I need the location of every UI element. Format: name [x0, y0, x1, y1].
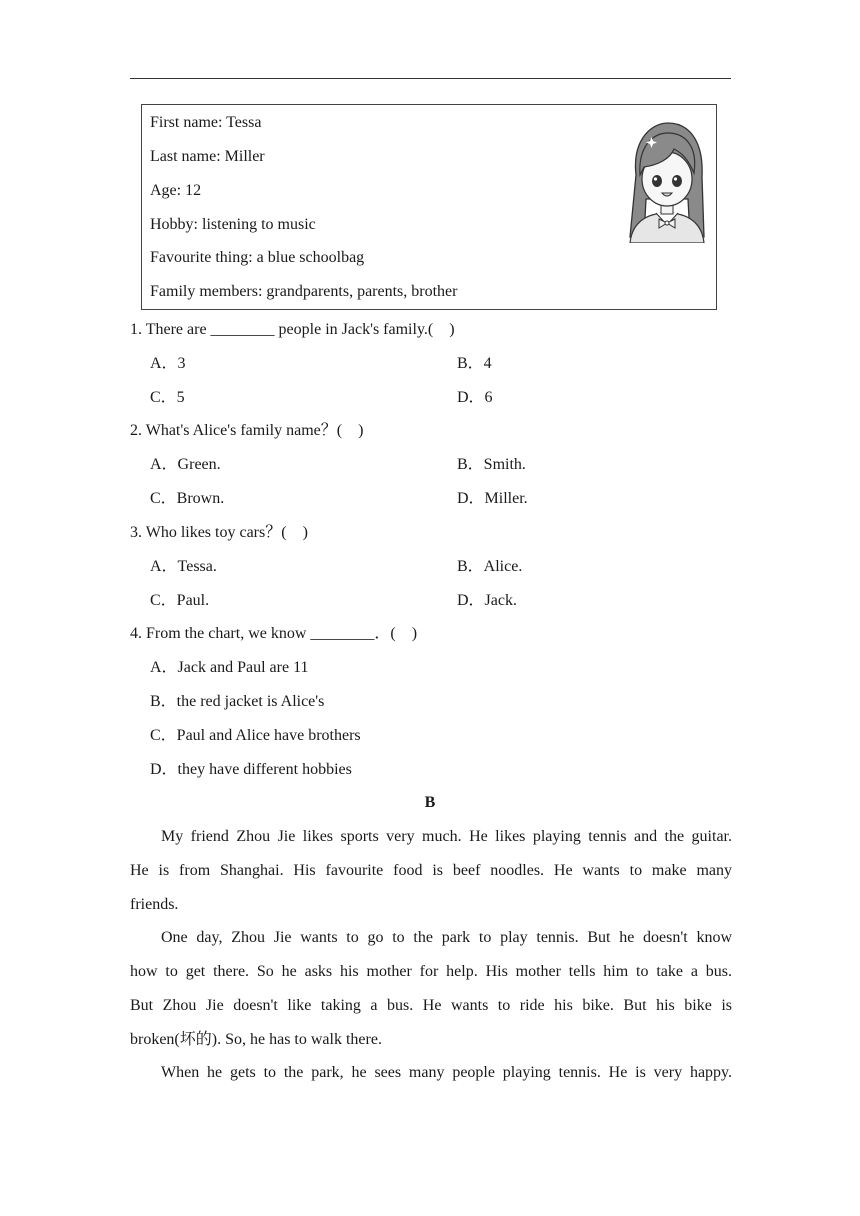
q1-option-d: D．6: [457, 389, 493, 406]
q3-option-d: D．Jack.: [457, 592, 517, 609]
q4-option-a: A．Jack and Paul are 11: [150, 659, 309, 676]
question-3: 3. Who likes toy cars？( ): [130, 524, 308, 541]
q2-option-b: B．Smith.: [457, 456, 526, 473]
header-rule: [130, 78, 731, 79]
section-b-heading: B: [424, 794, 436, 811]
family-members: Family members: grandparents, parents, brother: [150, 283, 458, 300]
q1-option-a: A．3: [150, 355, 186, 372]
last-name: Last name: Miller: [150, 148, 265, 165]
passage-paragraph-2: [130, 921, 732, 1057]
passage-line: He is from Shanghai. His favourite food is beef noodles. He wants to make many: [130, 862, 732, 879]
q4-option-d: D．they have different hobbies: [150, 761, 352, 778]
q4-option-b: B．the red jacket is Alice's: [150, 693, 325, 710]
q3-option-a: A．Tessa.: [150, 558, 217, 575]
q2-option-c: C．Brown.: [150, 490, 225, 507]
passage-paragraph-1: [130, 820, 732, 922]
passage-line: My friend Zhou Jie likes sports very much. He likes playing tennis and the guitar.: [161, 828, 732, 845]
q1-option-c: C．5: [150, 389, 185, 406]
first-name: First name: Tessa: [150, 114, 262, 131]
question-1: 1. There are ________ people in Jack's family.( ): [130, 321, 455, 338]
question-4: 4. From the chart, we know ________．( ): [130, 625, 418, 642]
passage-line: broken(坏的). So, he has to walk there.: [130, 1031, 382, 1048]
passage-line: One day, Zhou Jie wants to go to the park to play tennis. But he doesn't know: [161, 929, 732, 946]
girl-illustration: [622, 119, 712, 243]
passage-line: how to get there. So he asks his mother for help. His mother tells him to take a bus.: [130, 963, 732, 980]
q2-option-a: A．Green.: [150, 456, 221, 473]
q4-option-c: C．Paul and Alice have brothers: [150, 727, 361, 744]
passage-line: But Zhou Jie doesn't like taking a bus. He wants to ride his bike. But his bike is: [130, 997, 732, 1014]
q1-option-b: B．4: [457, 355, 492, 372]
q2-option-d: D．Miller.: [457, 490, 528, 507]
age: Age: 12: [150, 182, 202, 199]
passage-paragraph-3: [130, 1056, 732, 1090]
favourite-thing: Favourite thing: a blue schoolbag: [150, 249, 365, 266]
question-2: 2. What's Alice's family name？( ): [130, 422, 364, 439]
q3-option-b: B．Alice.: [457, 558, 523, 575]
hobby: Hobby: listening to music: [150, 216, 316, 233]
profile-card: [141, 104, 717, 310]
q3-option-c: C．Paul.: [150, 592, 210, 609]
passage-line: When he gets to the park, he sees many people playing tennis. He is very happy.: [161, 1064, 732, 1081]
passage-line: friends.: [130, 896, 179, 913]
